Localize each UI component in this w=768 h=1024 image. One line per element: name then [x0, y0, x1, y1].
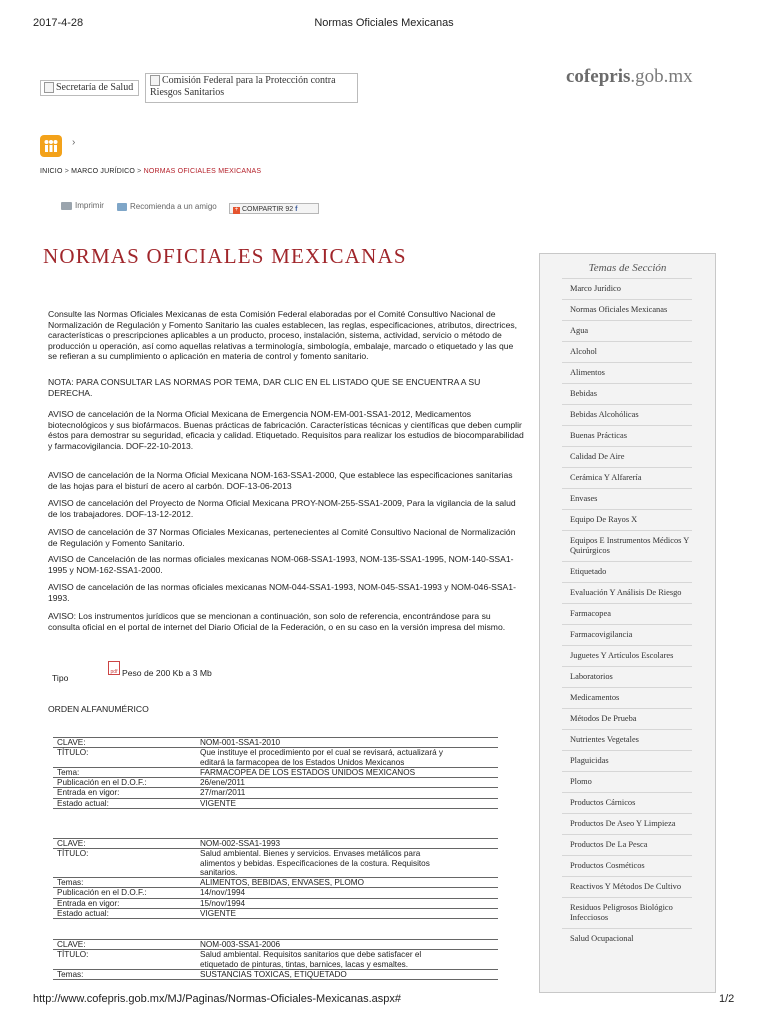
aviso-paragraph: AVISO de cancelación de las normas oficiales mexicanas NOM-044-SSA1-1993, NOM-045-SSA1-1993 y NOM-046-SSA1-1993.: [48, 582, 516, 603]
sidebar-item[interactable]: Laboratorios: [562, 666, 692, 687]
aviso-paragraph: AVISO de cancelación de 37 Normas Oficiales Mexicanas, pertenecientes al Comité Consultivo Nacional de Normalización de Regulación y Fomento Sanitario.: [48, 527, 516, 548]
sidebar-item[interactable]: Equipo De Rayos X: [562, 509, 692, 530]
record-row: [53, 839, 498, 849]
sidebar-item[interactable]: Bebidas: [562, 383, 692, 404]
record-row: [53, 969, 498, 979]
record-value: 27/mar/2011: [196, 788, 498, 798]
breadcrumb-current: NORMAS OFICIALES MEXICANAS: [143, 168, 262, 175]
record-value: 15/nov/1994: [196, 898, 498, 908]
record-row: [53, 878, 498, 888]
sidebar-item[interactable]: Plomo: [562, 771, 692, 792]
record-row: [53, 748, 498, 768]
nota-paragraph: NOTA: PARA CONSULTAR LAS NORMAS POR TEMA, DAR CLIC EN EL LISTADO QUE SE ENCUENTRA A SU DERECHA.: [48, 377, 481, 398]
arrow-right-icon[interactable]: ›: [72, 137, 76, 148]
record-row: [53, 738, 498, 748]
sidebar-item[interactable]: Evaluación Y Análisis De Riesgo: [562, 582, 692, 603]
record-key: Temas:: [53, 878, 196, 888]
plus-icon: +: [234, 207, 239, 213]
breadcrumb-separator: >: [135, 168, 144, 175]
sidebar-item[interactable]: Residuos Peligrosos Biológico Infecciosos: [562, 897, 692, 928]
record-key: Tema:: [53, 767, 196, 777]
cofepris-logo[interactable]: [566, 66, 693, 88]
sidebar-item[interactable]: Buenas Prácticas: [562, 425, 692, 446]
record-value: VIGENTE: [196, 798, 498, 808]
sidebar-item[interactable]: Salud Ocupacional: [562, 928, 692, 949]
record-key: Entrada en vigor:: [53, 898, 196, 908]
share-count: 92: [285, 206, 294, 213]
breadcrumb-inicio[interactable]: INICIO: [40, 168, 63, 175]
print-url: http://www.cofepris.gob.mx/MJ/Paginas/Normas-Oficiales-Mexicanas.aspx#: [33, 993, 402, 1005]
record-value[interactable]: NOM-003-SSA1-2006: [196, 940, 498, 950]
breadcrumb: [40, 168, 261, 175]
sidebar-item[interactable]: Envases: [562, 488, 692, 509]
breadcrumb-marco-juridico[interactable]: MARCO JURÍDICO: [71, 168, 136, 175]
aviso-paragraph: AVISO de cancelación de la Norma Oficial Mexicana NOM-163-SSA1-2000, Que establece las especificaciones sanitarias de las hojas para el bisturí de acero al carbón. DOF-13-06-2013: [48, 470, 513, 491]
sidebar-item[interactable]: Medicamentos: [562, 687, 692, 708]
aviso-paragraph: AVISO: Los instrumentos jurídicos que se mencionan a continuación, son solo de referencia, encontrándose para su consulta oficial en el portal de internet del Diario Oficial de la Federación, o en su caso en la versión impresa del mismo.: [48, 611, 506, 632]
record-value-text: Salud ambiental. Requisitos sanitarios que debe satisfacer el etiquetado de pinturas, tintas, barnices, lacas y esmaltes.: [200, 950, 422, 969]
sidebar-item[interactable]: Plaguicidas: [562, 750, 692, 771]
comision-alt-text: Comisión Federal para la Protección contra Riesgos Sanitarios: [150, 75, 336, 98]
sidebar-item[interactable]: Nutrientes Vegetales: [562, 729, 692, 750]
record-key: TÍTULO:: [53, 748, 196, 768]
sidebar-item[interactable]: Métodos De Prueba: [562, 708, 692, 729]
sidebar-item[interactable]: Equipos E Instrumentos Médicos Y Quirúrgicos: [562, 530, 692, 561]
sidebar-item[interactable]: Productos Cárnicos: [562, 792, 692, 813]
secretaria-salud-image[interactable]: [40, 80, 139, 96]
record-row: [53, 909, 498, 919]
print-title: Normas Oficiales Mexicanas: [314, 17, 454, 29]
norma-record: [53, 939, 498, 980]
pdf-icon[interactable]: pdf: [108, 661, 120, 675]
record-value: 14/nov/1994: [196, 888, 498, 898]
record-value[interactable]: [196, 950, 498, 970]
record-value: ALIMENTOS, BEBIDAS, ENVASES, PLOMO: [196, 878, 498, 888]
record-row: [53, 778, 498, 788]
record-row: [53, 767, 498, 777]
record-key: Entrada en vigor:: [53, 788, 196, 798]
sidebar-item[interactable]: Agua: [562, 320, 692, 341]
record-value[interactable]: NOM-002-SSA1-1993: [196, 839, 498, 849]
sidebar-item[interactable]: Calidad De Aire: [562, 446, 692, 467]
record-value[interactable]: [196, 748, 498, 768]
record-value-text: Salud ambiental. Bienes y servicios. Envases metálicos para alimentos y bebidas. Especificaciones de la costura. Requisitos sanitarios.: [200, 849, 430, 877]
record-value-text: Que instituye el procedimiento por el cual se revisará, actualizará y editará la farmacopea de los Estados Unidos Mexicanos: [200, 748, 444, 767]
sidebar-item[interactable]: Bebidas Alcohólicas: [562, 404, 692, 425]
record-row: [53, 940, 498, 950]
record-row: [53, 849, 498, 878]
sidebar-item[interactable]: Productos Cosméticos: [562, 855, 692, 876]
recommend-icon: [117, 203, 127, 211]
record-row: [53, 950, 498, 970]
record-key: Temas:: [53, 969, 196, 979]
sidebar-item[interactable]: Productos De Aseo Y Limpieza: [562, 813, 692, 834]
logo-bold-text: cofepris: [566, 66, 631, 87]
secretaria-alt-text: Secretaría de Salud: [56, 82, 134, 93]
breadcrumb-separator: >: [62, 168, 72, 175]
record-row: [53, 888, 498, 898]
orden-alfanumerico-heading: ORDEN ALFANUMÉRICO: [48, 704, 149, 714]
page-title: NORMAS OFICIALES MEXICANAS: [43, 244, 407, 268]
record-key: TÍTULO:: [53, 950, 196, 970]
sidebar-item[interactable]: Normas Oficiales Mexicanas: [562, 299, 692, 320]
record-key: CLAVE:: [53, 940, 196, 950]
people-glyph-icon: [43, 139, 59, 153]
print-link[interactable]: [61, 201, 104, 210]
record-value: 26/ene/2011: [196, 778, 498, 788]
recommend-link[interactable]: [117, 202, 217, 211]
printer-icon: [61, 202, 72, 210]
record-key: TÍTULO:: [53, 849, 196, 878]
people-icon[interactable]: [40, 135, 62, 157]
print-page-number: 1/2: [719, 993, 735, 1005]
aviso-paragraph: AVISO de cancelación de la Norma Oficial Mexicana de Emergencia NOM-EM-001-SSA1-2012, Medicamentos biotecnológicos y sus biofármacos. Buenas prácticas de fabricación. Características técnicas y científicas que deben cumplir éstos para demostrar su seguridad, eficacia y calidad. Etiquetado. Requisitos para realizar los estudios de biocomparabilidad y farmacovigilancia. DOF-22-10-2013.: [48, 409, 524, 451]
sidebar-item[interactable]: Juguetes Y Artículos Escolares: [562, 645, 692, 666]
intro-paragraph: Consulte las Normas Oficiales Mexicanas de esta Comisión Federal elaboradas por el Comité Consultivo Nacional de Normalización de Regulación y Fomento Sanitario las cuales establecen, las reglas, especificaciones, atributos, directrices, características o prescripciones aplicables a un producto, proceso, instalación, sistema, actividad, servicio o método de producción u operación, así como aquellas relativas a terminología, simbología, embalaje, marcado o etiquetado y las que se refieran a su cumplimiento o aplicación en materia de control y fomento sanitario.: [48, 309, 518, 362]
sidebar-item[interactable]: Alimentos: [562, 362, 692, 383]
record-value[interactable]: NOM-001-SSA1-2010: [196, 738, 498, 748]
sidebar-item[interactable]: Etiquetado: [562, 561, 692, 582]
share-button[interactable]: [229, 203, 319, 214]
share-label: COMPARTIR: [242, 206, 284, 213]
sidebar-list: [562, 278, 692, 949]
aviso-paragraph: AVISO de cancelación del Proyecto de Norma Oficial Mexicana PROY-NOM-255-SSA1-2009, Para la vigilancia de la salud de los trabajadores. DOF-13-12-2012.: [48, 498, 516, 519]
print-label: Imprimir: [75, 201, 104, 210]
sidebar-item[interactable]: Alcohol: [562, 341, 692, 362]
section-topics-sidebar: [539, 253, 716, 993]
sidebar-item[interactable]: Productos De La Pesca: [562, 834, 692, 855]
sidebar-title: Temas de Sección: [588, 262, 667, 274]
record-row: [53, 798, 498, 808]
logo-domain-text: .gob.mx: [630, 66, 693, 87]
broken-image-icon: [150, 75, 160, 86]
norma-record: [53, 737, 498, 809]
norma-record: [53, 838, 498, 919]
record-value: FARMACOPEA DE LOS ESTADOS UNIDOS MEXICANOS: [196, 767, 498, 777]
sidebar-item[interactable]: Marco Jurídico: [562, 278, 692, 299]
record-key: CLAVE:: [53, 738, 196, 748]
aviso-paragraph: AVISO de Cancelación de las normas oficiales mexicanas NOM-068-SSA1-1993, NOM-135-SSA1-1995, NOM-140-SSA1-1995 y NOM-162-SSA1-2000.: [48, 554, 514, 575]
sidebar-item[interactable]: Farmacopea: [562, 603, 692, 624]
comision-federal-image[interactable]: [145, 73, 358, 103]
sidebar-item[interactable]: Cerámica Y Alfarería: [562, 467, 692, 488]
record-row: [53, 898, 498, 908]
record-value: VIGENTE: [196, 909, 498, 919]
sidebar-item[interactable]: Farmacovigilancia: [562, 624, 692, 645]
record-value: SUSTANCIAS TOXICAS, ETIQUETADO: [196, 969, 498, 979]
file-size-note: Peso de 200 Kb a 3 Mb: [122, 668, 212, 678]
recommend-label: Recomienda a un amigo: [130, 202, 217, 211]
record-key: Publicación en el D.O.F.:: [53, 778, 196, 788]
record-key: Publicación en el D.O.F.:: [53, 888, 196, 898]
print-date: 2017-4-28: [33, 17, 84, 29]
record-key: CLAVE:: [53, 839, 196, 849]
sidebar-item[interactable]: Reactivos Y Métodos De Cultivo: [562, 876, 692, 897]
record-value[interactable]: [196, 849, 498, 878]
record-row: [53, 788, 498, 798]
facebook-icon: f: [295, 206, 298, 213]
record-key: Estado actual:: [53, 798, 196, 808]
tipo-label: Tipo: [52, 673, 69, 683]
record-key: Estado actual:: [53, 909, 196, 919]
broken-image-icon: [44, 82, 54, 93]
